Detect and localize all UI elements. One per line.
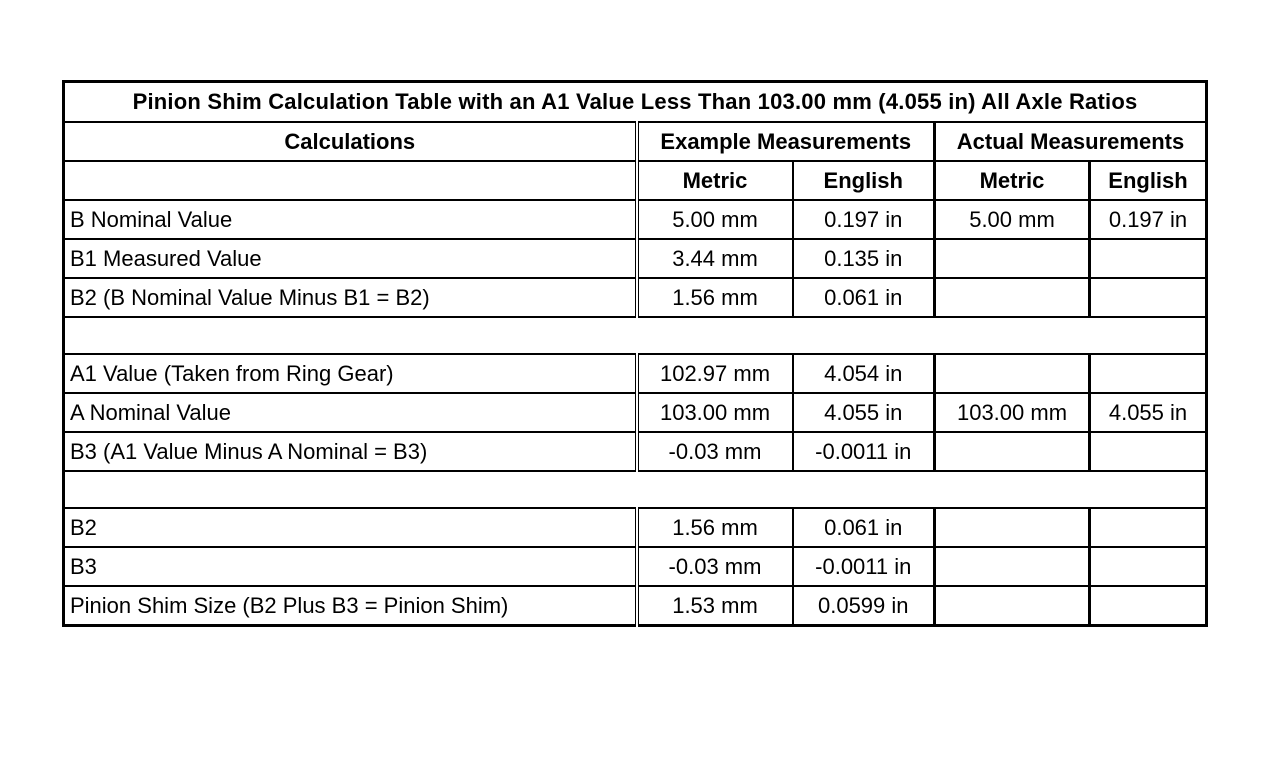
title-row	[64, 82, 1207, 122]
table-row	[64, 432, 1207, 471]
actual-english-cell: 0.197 in	[1090, 200, 1207, 239]
example-english-cell: 0.0599 in	[793, 586, 935, 626]
actual-metric-cell: 103.00 mm	[935, 393, 1090, 432]
table-row	[64, 239, 1207, 278]
example-english-cell: 0.061 in	[793, 278, 935, 317]
spacer-cell	[64, 471, 1207, 508]
spacer-row	[64, 471, 1207, 508]
actual-metric-header: Metric	[935, 161, 1090, 200]
example-english-header: English	[793, 161, 935, 200]
example-metric-cell: 1.56 mm	[637, 508, 793, 547]
table-row	[64, 508, 1207, 547]
example-metric-header: Metric	[637, 161, 793, 200]
table-row	[64, 278, 1207, 317]
row-label: B1 Measured Value	[64, 239, 637, 278]
actual-english-cell	[1090, 432, 1207, 471]
row-label: B3	[64, 547, 637, 586]
example-english-cell: -0.0011 in	[793, 547, 935, 586]
header-row	[64, 122, 1207, 161]
actual-english-cell	[1090, 586, 1207, 626]
example-english-cell: 0.197 in	[793, 200, 935, 239]
actual-metric-cell	[935, 432, 1090, 471]
row-label: Pinion Shim Size (B2 Plus B3 = Pinion Shim)	[64, 586, 637, 626]
row-label: A1 Value (Taken from Ring Gear)	[64, 354, 637, 393]
actual-english-cell	[1090, 547, 1207, 586]
example-metric-cell: 3.44 mm	[637, 239, 793, 278]
example-english-cell: 4.055 in	[793, 393, 935, 432]
table-row	[64, 586, 1207, 626]
table-row	[64, 547, 1207, 586]
actual-metric-cell	[935, 278, 1090, 317]
actual-english-cell: 4.055 in	[1090, 393, 1207, 432]
example-measurements-header: Example Measurements	[637, 122, 935, 161]
example-metric-cell: 1.53 mm	[637, 586, 793, 626]
example-english-cell: 0.135 in	[793, 239, 935, 278]
actual-metric-cell	[935, 354, 1090, 393]
example-metric-cell: 103.00 mm	[637, 393, 793, 432]
table-row	[64, 200, 1207, 239]
example-english-cell: 0.061 in	[793, 508, 935, 547]
actual-english-cell	[1090, 354, 1207, 393]
actual-metric-cell	[935, 586, 1090, 626]
example-english-cell: -0.0011 in	[793, 432, 935, 471]
row-label: B3 (A1 Value Minus A Nominal = B3)	[64, 432, 637, 471]
example-metric-cell: -0.03 mm	[637, 432, 793, 471]
subheader-empty-cell	[64, 161, 637, 200]
row-label: B2	[64, 508, 637, 547]
row-label: A Nominal Value	[64, 393, 637, 432]
actual-english-header: English	[1090, 161, 1207, 200]
example-english-cell: 4.054 in	[793, 354, 935, 393]
spacer-cell	[64, 317, 1207, 354]
table-title: Pinion Shim Calculation Table with an A1 Value Less Than 103.00 mm (4.055 in) All Axle Ratios	[64, 82, 1207, 122]
actual-measurements-header: Actual Measurements	[935, 122, 1207, 161]
spacer-row	[64, 317, 1207, 354]
row-label: B2 (B Nominal Value Minus B1 = B2)	[64, 278, 637, 317]
example-metric-cell: 102.97 mm	[637, 354, 793, 393]
actual-metric-cell: 5.00 mm	[935, 200, 1090, 239]
actual-metric-cell	[935, 239, 1090, 278]
actual-metric-cell	[935, 547, 1090, 586]
example-metric-cell: -0.03 mm	[637, 547, 793, 586]
row-label: B Nominal Value	[64, 200, 637, 239]
actual-english-cell	[1090, 508, 1207, 547]
table-row	[64, 354, 1207, 393]
actual-english-cell	[1090, 239, 1207, 278]
subheader-row	[64, 161, 1207, 200]
example-metric-cell: 1.56 mm	[637, 278, 793, 317]
pinion-shim-table	[62, 80, 1208, 627]
calculations-header: Calculations	[64, 122, 637, 161]
actual-english-cell	[1090, 278, 1207, 317]
actual-metric-cell	[935, 508, 1090, 547]
example-metric-cell: 5.00 mm	[637, 200, 793, 239]
table-row	[64, 393, 1207, 432]
